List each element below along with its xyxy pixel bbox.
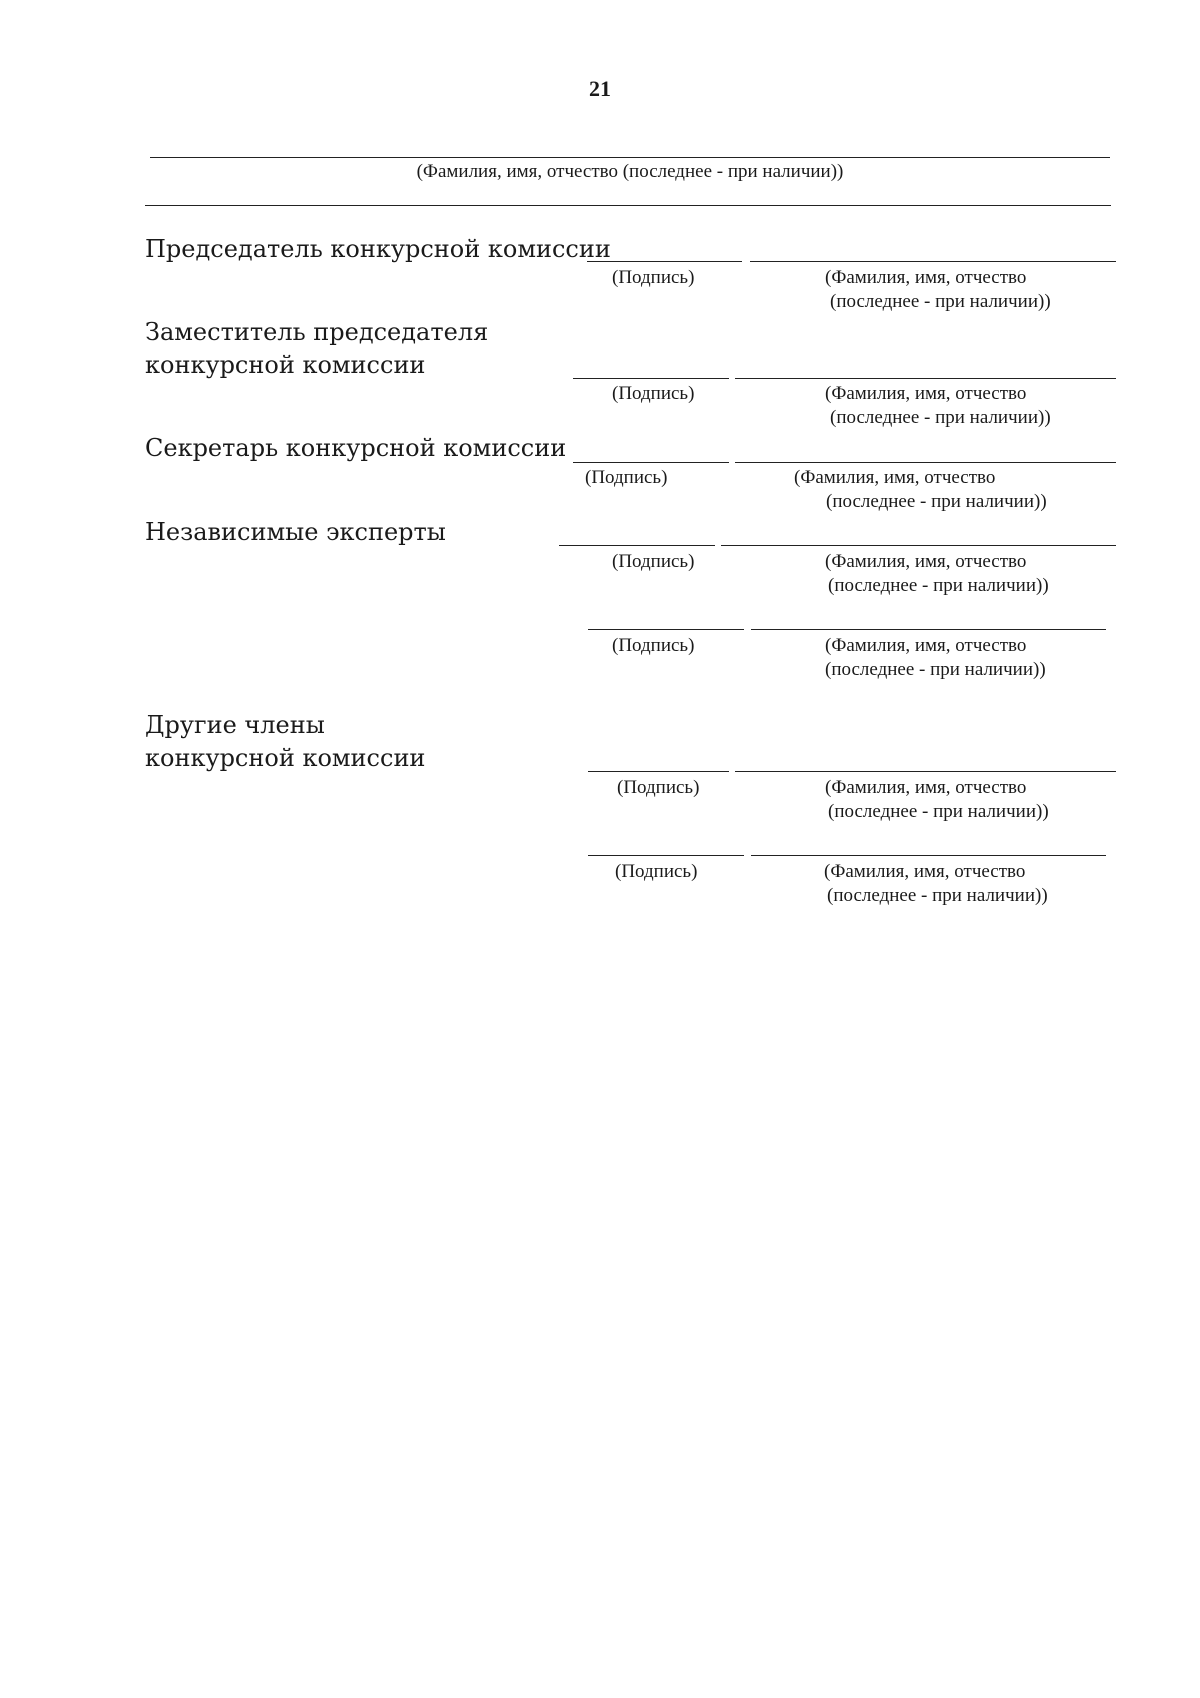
fio-caption-line1: (Фамилия, имя, отчество bbox=[794, 467, 996, 488]
fio-caption-line1: (Фамилия, имя, отчество bbox=[825, 551, 1027, 572]
fio-caption bbox=[824, 860, 1048, 908]
fio-caption-line2: (последнее - при наличии)) bbox=[828, 575, 1049, 596]
fio-caption bbox=[825, 776, 1049, 824]
name-line bbox=[751, 629, 1106, 630]
signature-line bbox=[588, 771, 729, 772]
signature-line bbox=[588, 629, 744, 630]
signature-caption: (Подпись) bbox=[617, 777, 700, 798]
fio-caption-line1: (Фамилия, имя, отчество bbox=[825, 777, 1027, 798]
fio-underline bbox=[150, 157, 1110, 158]
name-line bbox=[735, 771, 1116, 772]
signature-caption: (Подпись) bbox=[612, 267, 695, 288]
fio-caption-line1: (Фамилия, имя, отчество bbox=[825, 635, 1027, 656]
fio-caption: (Фамилия, имя, отчество (последнее - при наличии)) bbox=[416, 161, 844, 182]
signature-line bbox=[559, 545, 715, 546]
role-independent-experts: Независимые эксперты bbox=[145, 518, 446, 546]
signature-line bbox=[573, 378, 729, 379]
role-other-members-line1: Другие члены bbox=[145, 711, 325, 739]
role-secretary: Секретарь конкурсной комиссии bbox=[145, 434, 567, 462]
fio-caption-line2: (последнее - при наличии)) bbox=[826, 491, 1047, 512]
signature-caption: (Подпись) bbox=[585, 467, 668, 488]
signature-caption: (Подпись) bbox=[612, 635, 695, 656]
fio-caption-line1: (Фамилия, имя, отчество bbox=[825, 267, 1027, 288]
fio-caption-line2: (последнее - при наличии)) bbox=[830, 407, 1051, 428]
fio-caption-line2: (последнее - при наличии)) bbox=[830, 291, 1051, 312]
role-chairman: Председатель конкурсной комиссии bbox=[145, 235, 611, 263]
fio-caption bbox=[825, 634, 1046, 682]
name-line bbox=[735, 462, 1116, 463]
fio-caption bbox=[825, 382, 1051, 430]
divider-line bbox=[145, 205, 1111, 206]
fio-caption-line2: (последнее - при наличии)) bbox=[828, 801, 1049, 822]
fio-caption-line1: (Фамилия, имя, отчество bbox=[825, 383, 1027, 404]
name-line bbox=[750, 261, 1116, 262]
fio-caption-line2: (последнее - при наличии)) bbox=[825, 659, 1046, 680]
name-line bbox=[751, 855, 1106, 856]
role-deputy-chairman-line1: Заместитель председателя bbox=[145, 318, 489, 346]
fio-caption-line1: (Фамилия, имя, отчество bbox=[824, 861, 1026, 882]
signature-line bbox=[588, 855, 744, 856]
signature-caption: (Подпись) bbox=[612, 551, 695, 572]
fio-caption bbox=[794, 466, 1047, 514]
signature-line bbox=[573, 462, 729, 463]
page-number: 21 bbox=[589, 76, 611, 101]
signature-caption: (Подпись) bbox=[615, 861, 698, 882]
role-deputy-chairman-line2: конкурсной комиссии bbox=[145, 351, 426, 379]
fio-caption bbox=[825, 550, 1049, 598]
name-line bbox=[721, 545, 1116, 546]
signature-line bbox=[587, 261, 742, 262]
fio-caption bbox=[825, 266, 1051, 314]
signature-caption: (Подпись) bbox=[612, 383, 695, 404]
name-line bbox=[735, 378, 1116, 379]
fio-caption-line2: (последнее - при наличии)) bbox=[827, 885, 1048, 906]
role-other-members-line2: конкурсной комиссии bbox=[145, 744, 426, 772]
